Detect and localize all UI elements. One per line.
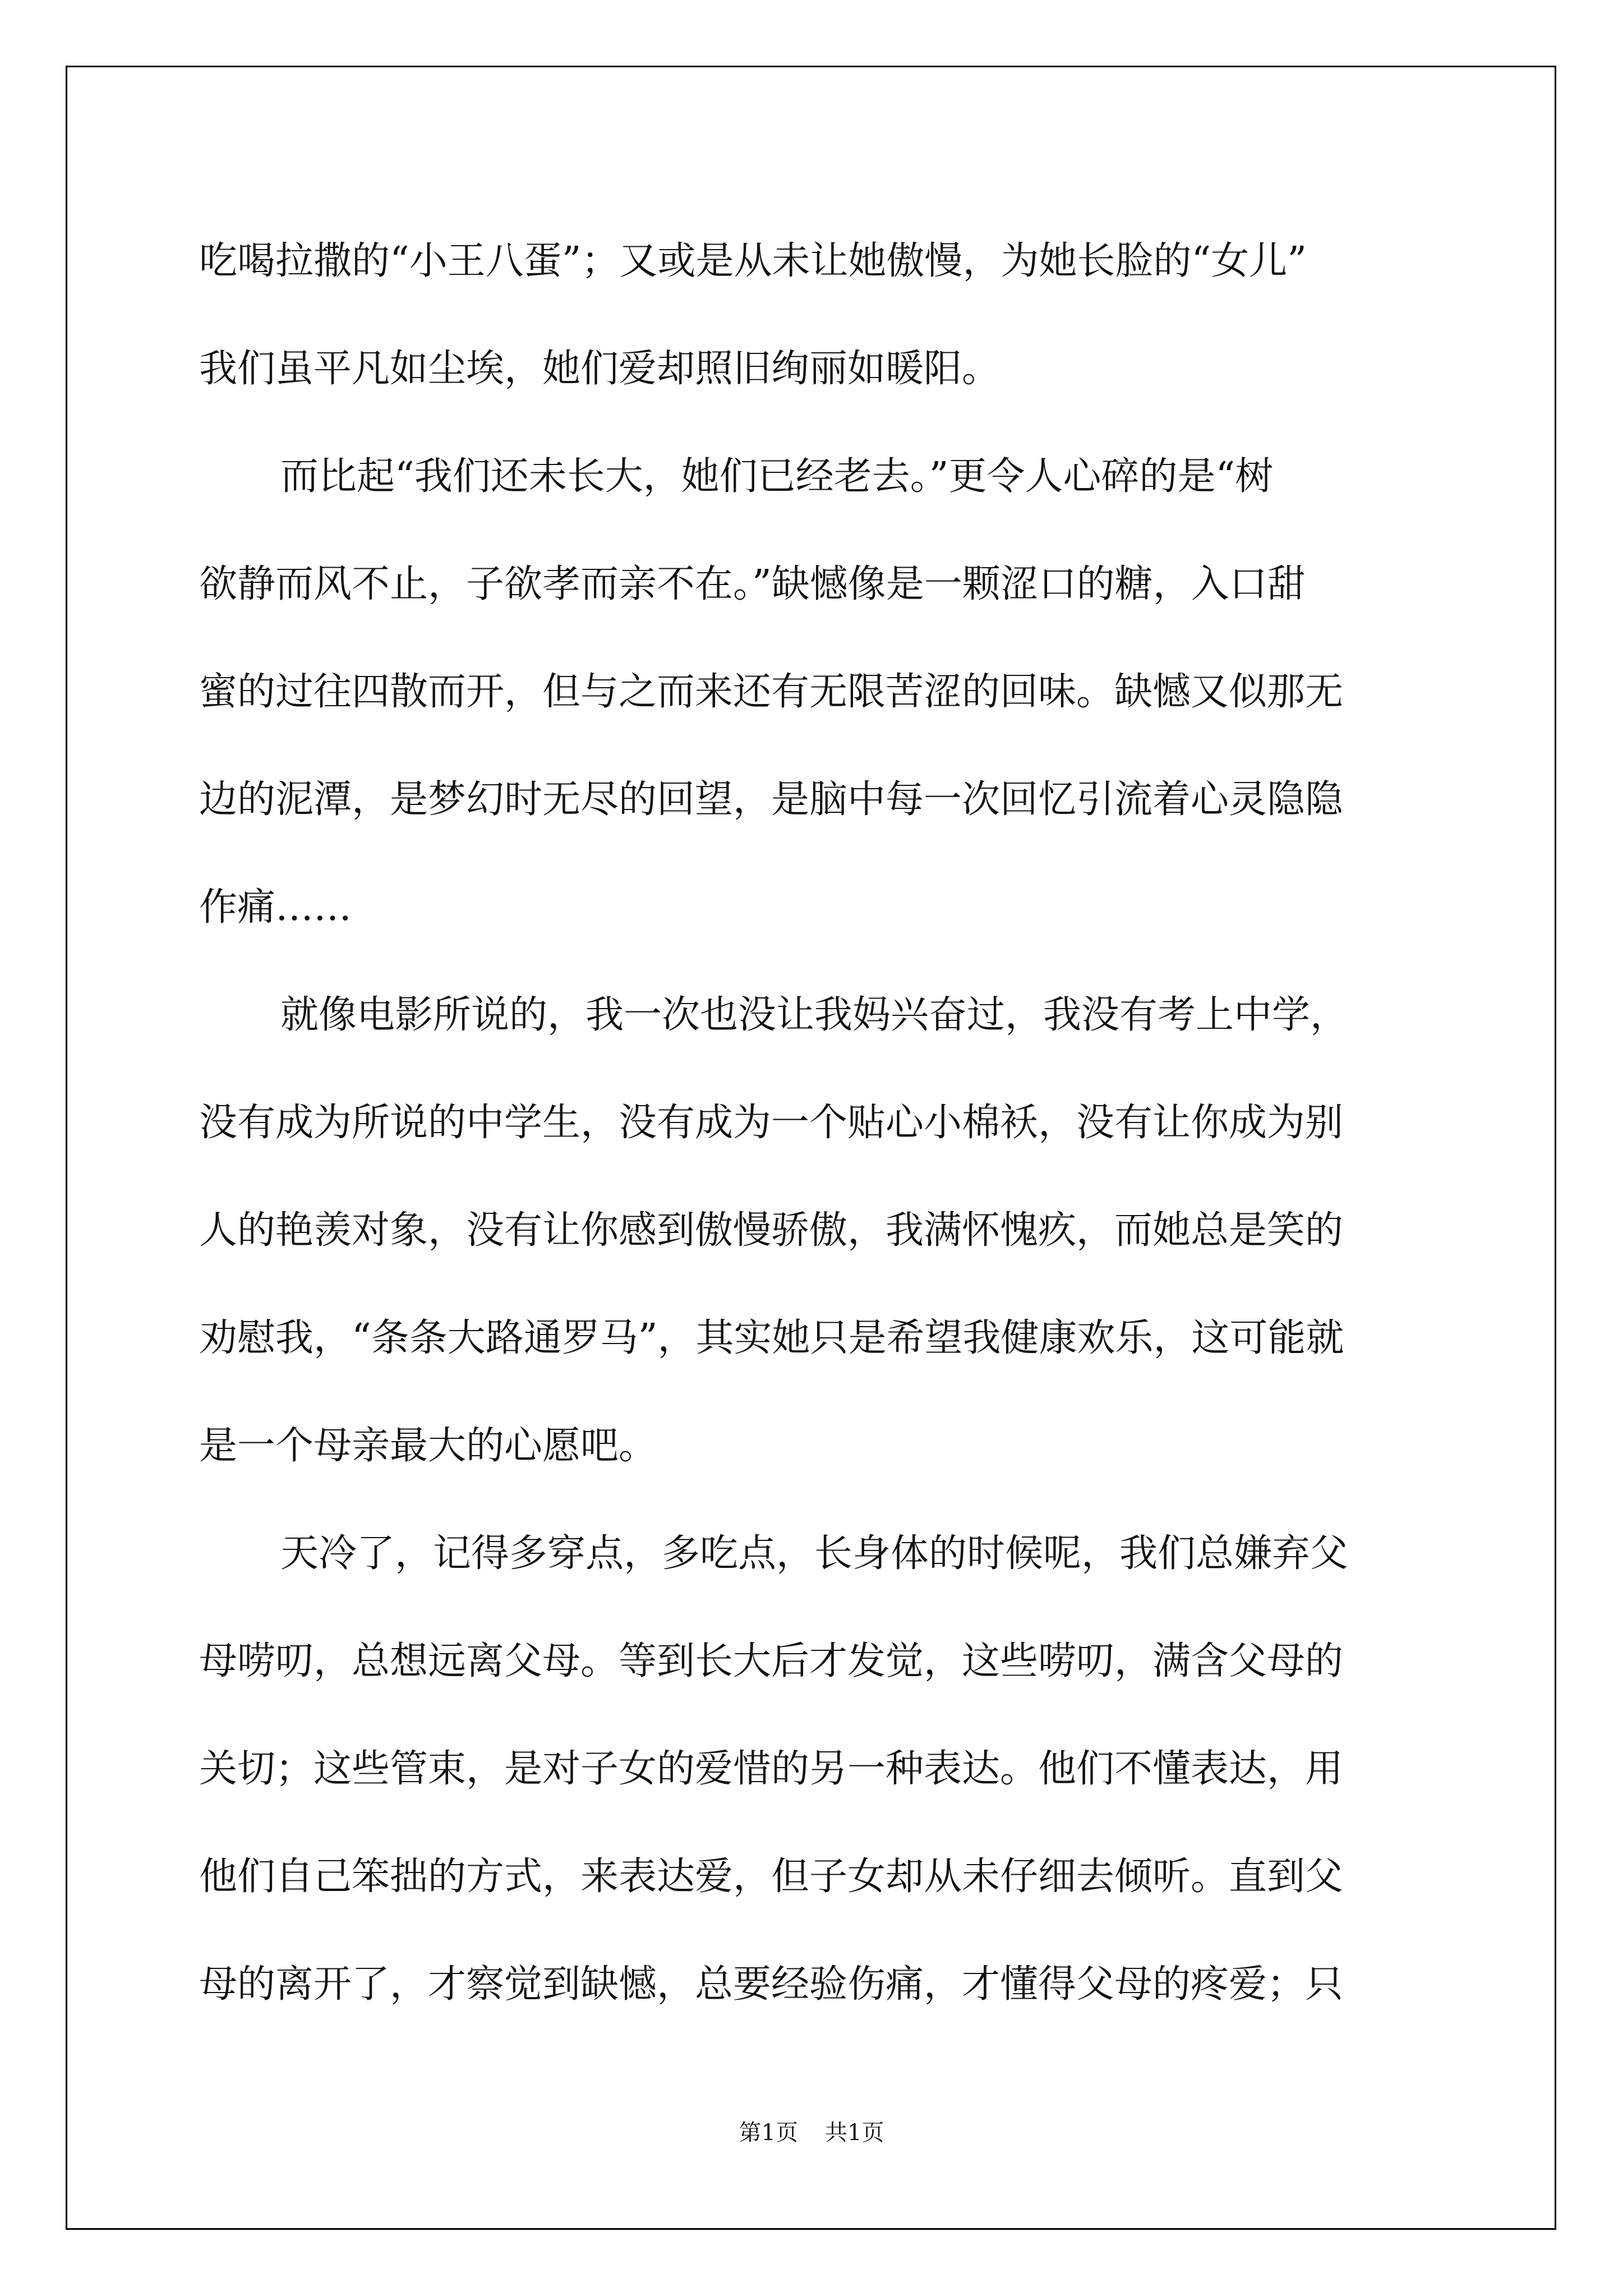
- page-footer: [0, 2115, 1623, 2147]
- text-line: 吃喝拉撒的“小王八蛋”；又或是从未让她傲慢，为她长脸的“女儿”: [199, 239, 1307, 283]
- text-line: 他们自己笨拙的方式，来表达爱，但子女却从未仔细去倾听。直到父: [199, 1855, 1344, 1899]
- text-line: 边的泥潭，是梦幻时无尽的回望，是脑中每一次回忆引流着心灵隐隐: [199, 777, 1344, 822]
- paragraph-start-line: 而比起“我们还未长大，她们已经老去。”更令人心碎的是“树: [280, 454, 1274, 499]
- text-line: 是一个母亲最大的心愿吧。: [199, 1424, 657, 1468]
- text-line: 关切；这些管束，是对子女的爱惜的另一种表达。他们不懂表达，用: [199, 1747, 1344, 1791]
- text-line: 劝慰我，“条条大路通罗马”，其实她只是希望我健康欢乐，这可能就: [199, 1316, 1344, 1360]
- page-total: 共1页: [825, 2120, 884, 2146]
- text-line: 我们虽平凡如尘埃，她们爱却照旧绚丽如暖阳。: [199, 347, 1000, 391]
- text-line: 蜜的过往四散而开，但与之而来还有无限苦涩的回味。缺憾又似那无: [199, 670, 1344, 714]
- text-line: 没有成为所说的中学生，没有成为一个贴心小棉袄，没有让你成为别: [199, 1101, 1344, 1145]
- text-line: 母唠叨，总想远离父母。等到长大后才发觉，这些唠叨，满含父母的: [199, 1639, 1344, 1683]
- document-body: [199, 208, 1433, 2039]
- text-line: 欲静而风不止，子欲孝而亲不在。”缺憾像是一颗涩口的糖，入口甜: [199, 562, 1306, 606]
- paragraph-start-line: 天冷了，记得多穿点，多吃点，长身体的时候呢，我们总嫌弃父: [280, 1531, 1349, 1576]
- text-line: 母的离开了，才察觉到缺憾，总要经验伤痛，才懂得父母的疼爱；只: [199, 1962, 1344, 2007]
- paragraph-start-line: 就像电影所说的，我一次也没让我妈兴奋过，我没有考上中学，: [280, 993, 1349, 1037]
- text-line: 人的艳羡对象，没有让你感到傲慢骄傲，我满怀愧疚，而她总是笑的: [199, 1208, 1344, 1253]
- page-number: 第1页: [739, 2120, 798, 2146]
- text-line: 作痛……: [199, 885, 352, 930]
